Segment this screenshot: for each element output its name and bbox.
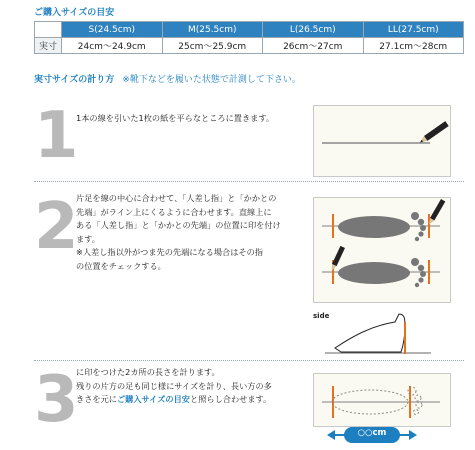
measure-note: ※靴下などを履いた状態で計測して下さい。 [122,75,301,85]
step-1-text [76,112,274,126]
size-table-row [35,38,464,54]
size-value-l: 26cm〜27cm [263,38,364,54]
size-value-m: 25cm〜25.9cm [162,38,263,54]
pen-icon [418,121,448,145]
step-3-number: 3 [34,363,79,437]
footprint-icon [338,258,426,287]
step-2-line: の位置をチェックする。 [76,260,166,271]
step-1-line: 1本の線を引いた1枚の紙を平らなところに置きます。 [76,113,275,123]
size-table-header-row [35,22,464,38]
divider [34,360,464,361]
step-2-line: ある「人差し指」と「かかとの先端」の位置に印を付け [76,220,281,230]
size-value-ll: 27.1cm〜28cm [363,38,464,54]
step-2-line: 先端」がライン上にくるように合わせます。直線上に [76,206,272,217]
paper-line-drawing [314,106,450,176]
step-3-line: に印をつけた2カ所の長さを計ります。 [76,367,220,377]
step-2-number: 2 [34,190,79,264]
size-value-s: 24cm〜24.9cm [62,38,163,54]
size-header-m: M(25.5cm) [162,22,263,38]
size-header-l: L(26.5cm) [263,22,364,38]
size-header-ll: LL(27.5cm) [363,22,464,38]
step-1-illustration [313,105,451,177]
step-3-post: と照らし合わせます。 [190,394,272,404]
footprint-drawing [314,198,450,302]
step-3-line [76,393,272,407]
step-2-line: 片足を線の中心に合わせて、「人差し指」と「かかとの [76,193,277,203]
side-view [313,312,449,356]
step-2-line: ※人差し指以外がつま先の先端になる場合はその指 [76,247,263,257]
side-label: side [313,312,330,320]
measure-title-text: 実寸サイズの計り方 [34,75,115,85]
table-corner [35,22,62,38]
step-2-illustration [313,197,451,303]
side-foot-drawing [313,312,449,356]
measure-title [34,72,301,85]
step-3-pre: きさを元に [76,394,117,404]
size-table [34,21,464,54]
dotted-footprint-icon [332,387,422,415]
step-1-number: 1 [34,99,79,173]
size-guide-title: ご購入サイズの目安 [34,8,115,18]
row-label: 実寸 [35,38,62,54]
measure-drawing [314,374,450,426]
step-2-line: ます。 [76,233,100,244]
size-guide-link-text: ご購入サイズの目安 [116,394,190,404]
measurement-label: ○○cm [357,428,387,438]
step-3-line: 残りの片方の足も同じ様にサイズを計り、長い方の多 [76,380,272,391]
pen-icon [427,199,445,226]
divider [34,181,464,182]
step-3-text [76,366,272,407]
step-3-illustration [313,373,451,427]
size-header-s: S(24.5cm) [62,22,163,38]
footprint-icon [338,212,426,241]
step-2-text [76,192,281,273]
